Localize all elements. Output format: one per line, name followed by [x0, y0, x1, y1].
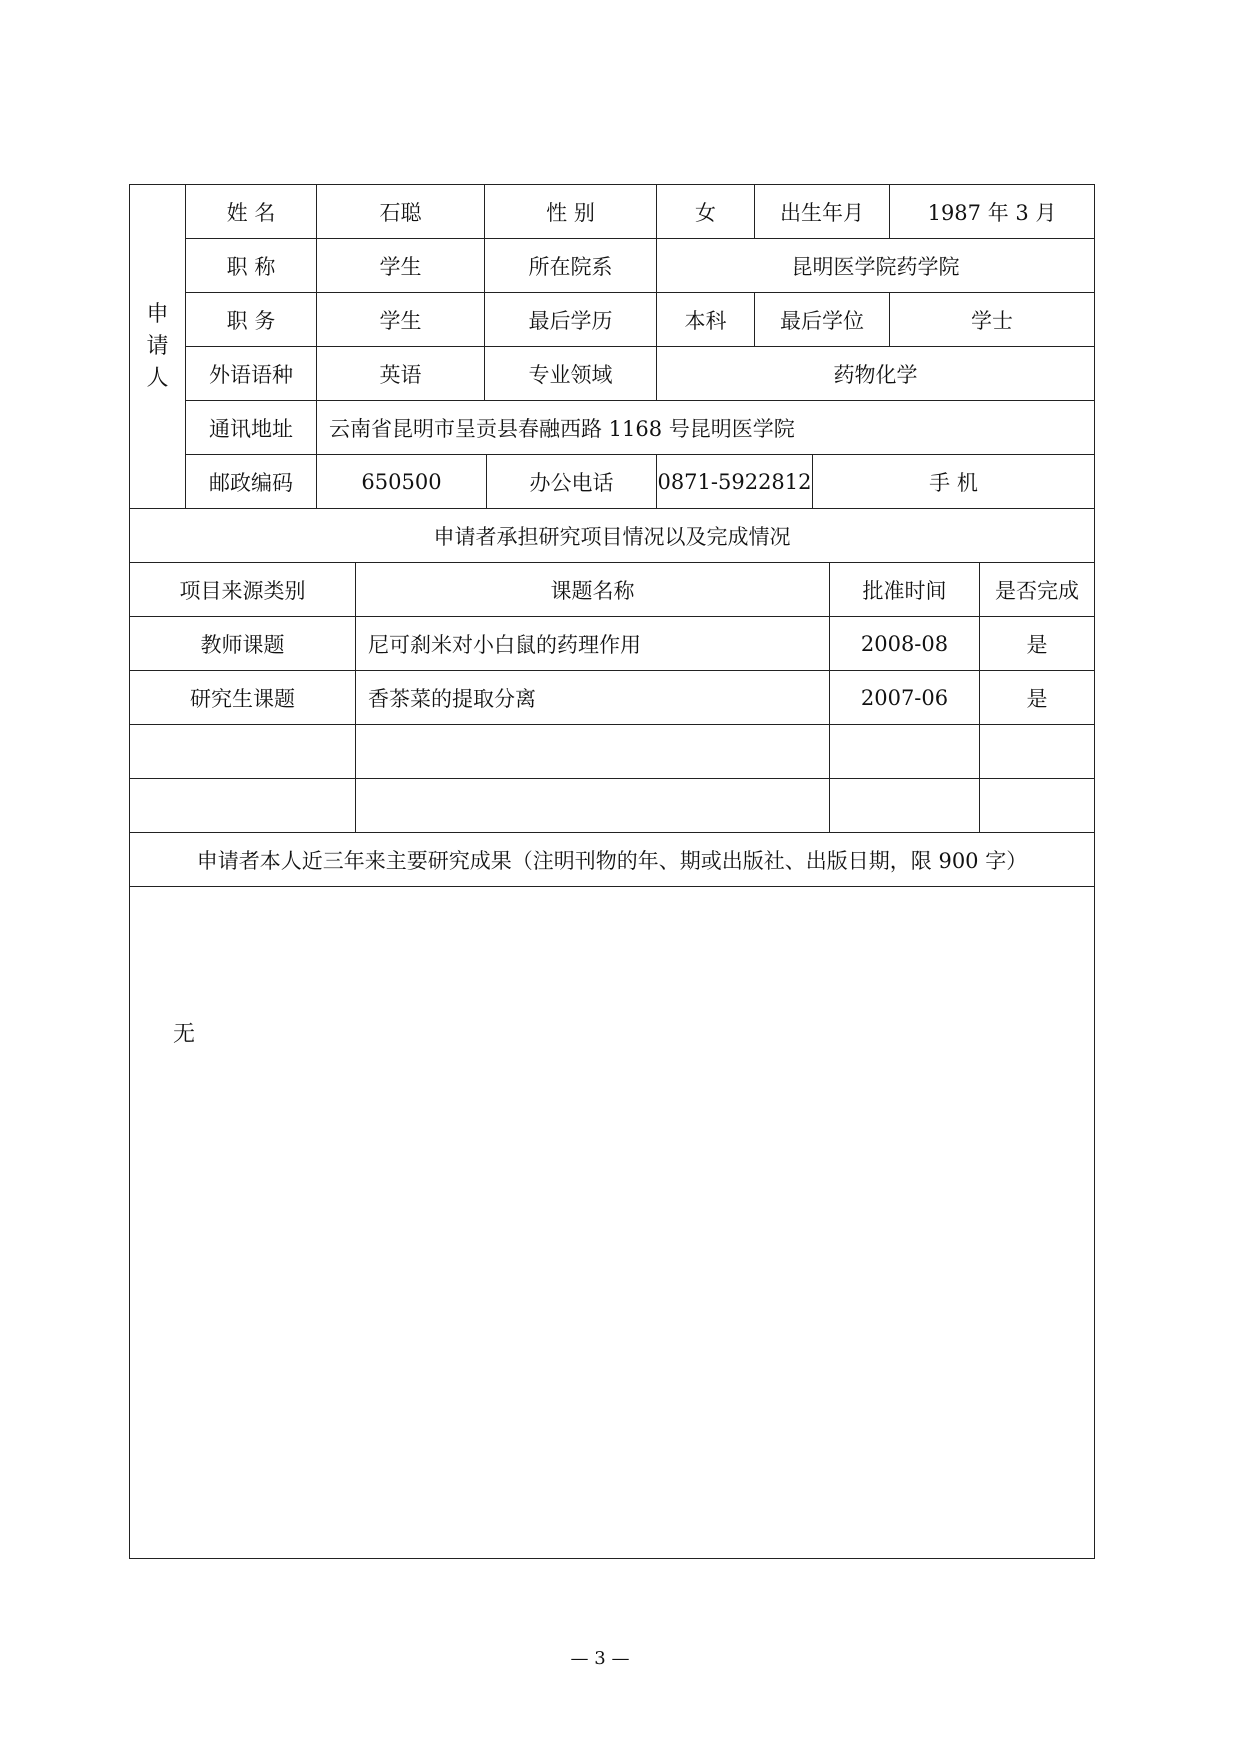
- column-header-source: 项目来源类别: [130, 563, 356, 617]
- project-topic: [356, 725, 830, 779]
- project-topic: 尼可刹米对小白鼠的药理作用: [356, 617, 830, 671]
- field-value: 药物化学: [657, 347, 1095, 401]
- results-body-row: [130, 887, 1095, 1559]
- postcode-label: 邮政编码: [186, 455, 317, 509]
- projects-section-header: [130, 509, 1095, 563]
- project-completed: [980, 725, 1095, 779]
- side-label-char: 申: [146, 301, 169, 327]
- column-header-completed: 是否完成: [980, 563, 1095, 617]
- column-header-topic: 课题名称: [356, 563, 830, 617]
- office-phone-label: 办公电话: [487, 455, 657, 509]
- row-contact: [130, 455, 1095, 509]
- project-approval-date: 2008-08: [830, 617, 980, 671]
- gender-label: 性 别: [485, 185, 657, 239]
- row-name: [130, 185, 1095, 239]
- mobile-label: 手 机: [813, 455, 1095, 509]
- dept-value: 昆明医学院药学院: [657, 239, 1095, 293]
- office-phone-value: 0871-5922812: [657, 455, 813, 509]
- results-body: [130, 887, 1095, 1559]
- project-completed: [980, 779, 1095, 833]
- postcode-value: 650500: [317, 455, 487, 509]
- name-value: 石聪: [317, 185, 485, 239]
- project-source: [130, 779, 356, 833]
- title-label: 职 称: [186, 239, 317, 293]
- field-label: 专业领域: [485, 347, 657, 401]
- project-completed: 是: [980, 617, 1095, 671]
- row-language: [130, 347, 1095, 401]
- applicant-info-table: [129, 184, 1095, 509]
- project-source: 研究生课题: [130, 671, 356, 725]
- position-label: 职 务: [186, 293, 317, 347]
- project-source: [130, 725, 356, 779]
- project-topic: 香茶菜的提取分离: [356, 671, 830, 725]
- degree-value: 学士: [890, 293, 1095, 347]
- projects-table: [129, 508, 1095, 1559]
- language-value: 英语: [317, 347, 485, 401]
- degree-label: 最后学位: [755, 293, 890, 347]
- address-value: 云南省昆明市呈贡县春融西路 1168 号昆明医学院: [317, 401, 1095, 455]
- side-label-char: 请: [146, 333, 169, 359]
- side-label-char: 人: [146, 365, 169, 391]
- project-approval-date: 2007-06: [830, 671, 980, 725]
- project-source: 教师课题: [130, 617, 356, 671]
- projects-column-headers: [130, 563, 1095, 617]
- table-row: [130, 671, 1095, 725]
- page-number: — 3 —: [570, 1648, 630, 1669]
- language-label: 外语语种: [186, 347, 317, 401]
- table-row: [130, 617, 1095, 671]
- table-row: [130, 779, 1095, 833]
- project-approval-date: [830, 779, 980, 833]
- name-label: 姓 名: [186, 185, 317, 239]
- position-value: 学生: [317, 293, 485, 347]
- projects-section-title: 申请者承担研究项目情况以及完成情况: [130, 509, 1095, 563]
- project-topic: [356, 779, 830, 833]
- row-position: [130, 293, 1095, 347]
- table-row: [130, 725, 1095, 779]
- project-completed: 是: [980, 671, 1095, 725]
- education-value: 本科: [657, 293, 755, 347]
- dept-label: 所在院系: [485, 239, 657, 293]
- results-section-header: [130, 833, 1095, 887]
- column-header-approval-date: 批准时间: [830, 563, 980, 617]
- birth-label: 出生年月: [755, 185, 890, 239]
- applicant-side-label: [130, 185, 186, 509]
- gender-value: 女: [657, 185, 755, 239]
- birth-value: 1987 年 3 月: [890, 185, 1095, 239]
- address-label: 通讯地址: [186, 401, 317, 455]
- project-approval-date: [830, 725, 980, 779]
- row-title: [130, 239, 1095, 293]
- title-value: 学生: [317, 239, 485, 293]
- results-content: 无: [173, 1022, 196, 1047]
- results-section-title: 申请者本人近三年来主要研究成果（注明刊物的年、期或出版社、出版日期，限 900 字）: [130, 833, 1095, 887]
- education-label: 最后学历: [485, 293, 657, 347]
- row-address: [130, 401, 1095, 455]
